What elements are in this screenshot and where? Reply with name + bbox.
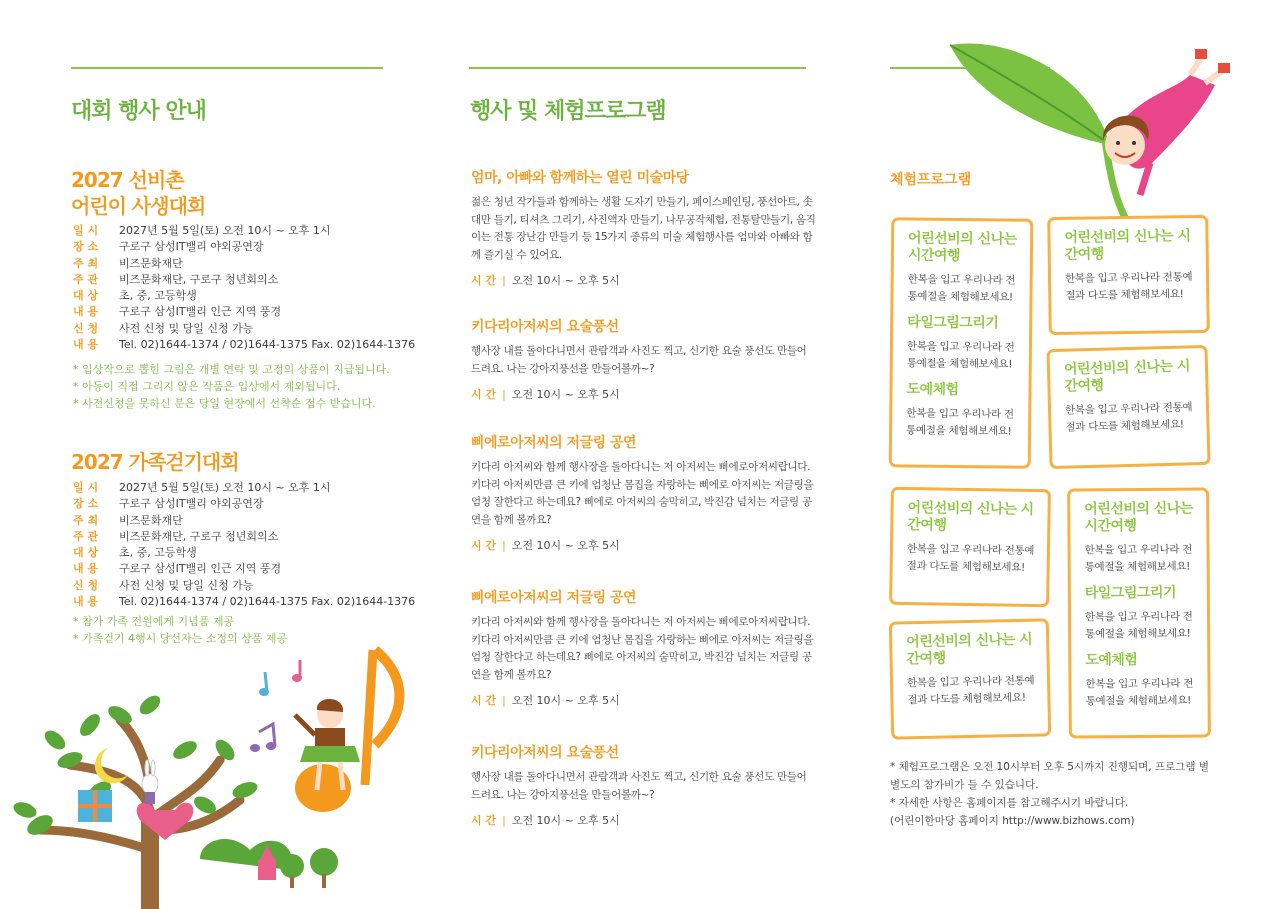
program-title: 삐에로아저씨의 저글링 공연	[471, 435, 637, 451]
program-time	[471, 272, 816, 288]
card-title: 어린선비의 신나는 시간여행	[906, 631, 1033, 668]
info-value: 비즈문화재단	[119, 256, 183, 270]
info-label: 일 시	[73, 481, 99, 494]
info-label: 대 상	[73, 289, 99, 303]
note-line: * 참가 가족 전원에게 기념품 제공	[73, 615, 235, 628]
info-label: 대 상	[73, 546, 99, 560]
card-title: 어린선비의 신나는 시간여행	[907, 500, 1034, 534]
info-label: 주 관	[73, 529, 99, 543]
divider-col2	[469, 67, 806, 69]
info-row	[73, 337, 415, 353]
card-description: 한복을 입고 우리나라 전통예절을 체험해보세요!	[907, 273, 1016, 304]
note-line: * 아동이 직접 그리지 않은 작품은 입상에서 제외됩니다.	[73, 380, 341, 393]
contest1-title-line2: 어린이 사생대회	[71, 194, 206, 218]
program-description: 행사장 내를 돌아다니면서 관람객과 사진도 찍고, 신기한 요술 풍선도 만들어드려요. 나는 강아지풍선을 만들어볼까~?	[471, 345, 807, 375]
program-footnotes	[890, 758, 1209, 830]
time-separator: |	[502, 388, 506, 401]
info-row	[73, 578, 415, 594]
info-row	[73, 529, 415, 545]
card-title: 도예체험	[906, 381, 959, 398]
info-value: 2027년 5월 5일(토) 오전 10시 ~ 오후 1시	[119, 481, 331, 494]
program-card	[889, 487, 1051, 607]
info-label: 내 용	[73, 562, 99, 576]
time-value: 오전 10시 ~ 오후 5시	[511, 274, 620, 287]
program-time	[471, 812, 816, 828]
time-label: 시 간	[471, 814, 497, 827]
info-label: 내 용	[73, 595, 99, 609]
card-title: 어린선비의 신나는 시간여행	[907, 230, 1017, 264]
info-row	[73, 561, 415, 577]
info-value: 비즈문화재단, 구로구 청년회의소	[119, 529, 279, 543]
card-title: 타일그림그리기	[907, 314, 999, 332]
info-value: 초, 중, 고등학생	[119, 289, 197, 303]
info-label: 주 최	[73, 256, 99, 270]
info-value: 구로구 삼성IT밸리 인근 지역 풍경	[119, 305, 282, 319]
note-line: * 가족걷기 4행시 당선자는 소정의 상품 제공	[73, 632, 288, 645]
program-card	[1047, 215, 1210, 335]
info-row	[73, 480, 415, 496]
time-label: 시 간	[471, 539, 497, 552]
info-value: 비즈문화재단, 구로구 청년회의소	[119, 272, 279, 286]
time-value: 오전 10시 ~ 오후 5시	[511, 388, 620, 401]
program-card	[889, 217, 1034, 468]
time-separator: |	[502, 539, 506, 552]
music-note-girl-illustration	[245, 640, 415, 825]
footnote-line: 별도의 참가비가 들 수 있습니다.	[890, 779, 1039, 791]
event-guide-heading: 대회 행사 안내	[71, 99, 206, 124]
info-label: 주 최	[73, 513, 99, 527]
program-description: 키다리 아저씨와 함께 행사장을 돌아다니는 저 아저씨는 삐에로아저씨랍니다. 키다리 아저씨만큼 큰 키에 엄청난 몸집을 자랑하는 삐에로 아저씨는 저글링을 엄청 잘한다고 하는데요? 삐에로 아저씨의 숨막히고, 박진감 넘치는 저글링 공연을 함께 볼까요?	[471, 461, 814, 526]
info-row	[73, 513, 415, 529]
info-row	[73, 321, 415, 337]
contest1-title	[71, 167, 205, 219]
program-item	[471, 316, 816, 402]
card-description: 한복을 입고 우리나라 전통예절과 다도를 체험해보세요!	[1064, 401, 1193, 434]
program-description: 행사장 내를 돌아다니면서 관람객과 사진도 찍고, 신기한 요술 풍선도 만들어드려요. 나는 강아지풍선을 만들어볼까~?	[471, 771, 807, 801]
info-row	[73, 288, 415, 304]
program-item	[471, 587, 816, 708]
info-value: 비즈문화재단	[119, 513, 183, 527]
info-row	[73, 545, 415, 561]
info-label: 장 소	[73, 240, 99, 254]
info-label: 신 청	[73, 578, 99, 592]
card-description: 한복을 입고 우리나라 전통예절을 체험해보세요!	[906, 407, 1014, 438]
info-value: Tel. 02)1644-1374 / 02)1644-1375 Fax. 02)1644-1376	[119, 338, 416, 352]
footnote-line: (어린이한마당 홈페이지 http://www.bizhows.com)	[890, 815, 1135, 827]
contest1-info-table	[73, 223, 415, 353]
program-time	[471, 692, 816, 708]
program-title: 삐에로아저씨의 저글링 공연	[471, 590, 637, 606]
info-value: 구로구 삼성IT밸리 인근 지역 풍경	[119, 562, 282, 576]
info-label: 장 소	[73, 497, 99, 511]
info-value: 2027년 5월 5일(토) 오전 10시 ~ 오후 1시	[119, 224, 331, 237]
program-card	[1067, 488, 1211, 739]
info-row	[73, 256, 415, 272]
card-title: 타일그림그리기	[1084, 584, 1177, 602]
info-row	[73, 594, 415, 610]
card-title: 도예체험	[1085, 652, 1138, 669]
program-item	[471, 742, 816, 828]
card-description: 한복을 입고 우리나라 전통예절을 체험해보세요!	[1084, 543, 1193, 573]
time-value: 오전 10시 ~ 오후 5시	[511, 814, 620, 827]
info-row	[73, 223, 415, 239]
program-card	[1046, 345, 1210, 469]
program-description: 젊은 청년 작가들과 함께하는 생활 도자기 만들기, 페이스페인팅, 풍선아트, 솟대만 들기, 티셔츠 그리기, 사진액자 만들기, 나무공작체험, 전통탈만들기, 움직이는 전통 장난감 만들기 등 15가지 종류의 미술 체험행사를 엄마와 아빠와 함께 즐기실 수 있어요.	[471, 196, 816, 261]
card-title: 어린선비의 신나는 시간여행	[1064, 228, 1191, 263]
program-item	[471, 167, 816, 288]
info-value: 사전 신청 및 당일 신청 가능	[119, 321, 254, 335]
program-item	[471, 432, 816, 553]
contest1-notes	[73, 361, 390, 412]
card-description: 한복을 입고 우리나라 전통예절과 다도를 체험해보세요!	[906, 674, 1035, 706]
info-value: 사전 신청 및 당일 신청 가능	[119, 578, 254, 592]
program-description: 키다리 아저씨와 함께 행사장을 돌아다니는 저 아저씨는 삐에로아저씨랍니다. 키다리 아저씨만큼 큰 키에 엄청난 몸집을 자랑하는 삐에로 아저씨는 저글링을 엄청 잘한다고 하는데요? 삐에로 아저씨의 숨막히고, 박진감 넘치는 저글링 공연을 함께 볼까요?	[471, 616, 814, 681]
contest2-info-table	[73, 480, 415, 610]
footnote-line: * 체험프로그램은 오전 10시부터 오후 5시까지 진행되며, 프로그램 별	[890, 761, 1210, 773]
time-label: 시 간	[471, 388, 497, 401]
time-value: 오전 10시 ~ 오후 5시	[511, 539, 620, 552]
program-title: 엄마, 아빠와 함께하는 열린 미술마당	[471, 170, 689, 186]
info-row	[73, 239, 415, 255]
info-value: Tel. 02)1644-1374 / 02)1644-1375 Fax. 02)1644-1376	[119, 595, 416, 609]
note-line: * 입상작으로 뽑힌 그림은 개별 연락 및 고정의 상품이 지급됩니다.	[73, 363, 390, 376]
card-description: 한복을 입고 우리나라 전통예절을 체험해보세요!	[1084, 610, 1193, 640]
card-description: 한복을 입고 우리나라 전통예절과 다도를 체험해보세요!	[1064, 271, 1193, 302]
footnote-line: * 자세한 사항은 홈페이지를 참고해주시기 바랍니다.	[890, 797, 1129, 809]
time-value: 오전 10시 ~ 오후 5시	[511, 694, 620, 707]
contest2-title: 2027 가족걷기대회	[71, 450, 239, 474]
card-description: 한복을 입고 우리나라 전통예절을 체험해보세요!	[1085, 677, 1194, 707]
leaf-girl-illustration	[940, 35, 1240, 245]
info-row	[73, 496, 415, 512]
info-label: 일 시	[73, 224, 99, 237]
info-value: 구로구 삼성IT밸리 야외공연장	[119, 240, 264, 254]
info-label: 신 청	[73, 321, 99, 335]
info-value: 구로구 삼성IT밸리 야외공연장	[119, 497, 264, 511]
program-title: 키다리아저씨의 요술풍선	[471, 319, 619, 335]
time-label: 시 간	[471, 274, 497, 287]
program-time	[471, 537, 816, 553]
program-card	[889, 618, 1051, 739]
divider-col1	[71, 67, 383, 69]
info-label: 내 용	[73, 338, 99, 352]
contest1-title-line1: 2027 선비촌	[71, 168, 184, 192]
experience-program-subheading: 체험프로그램	[890, 172, 972, 188]
card-title: 어린선비의 신나는 시간여행	[1084, 500, 1193, 535]
time-separator: |	[502, 814, 506, 827]
info-value: 초, 중, 고등학생	[119, 546, 197, 560]
info-row	[73, 304, 415, 320]
info-label: 주 관	[73, 272, 99, 286]
card-description: 한복을 입고 우리나라 전통예절을 체험해보세요!	[906, 340, 1015, 371]
info-row	[73, 272, 415, 288]
info-label: 내 용	[73, 305, 99, 319]
programs-heading: 행사 및 체험프로그램	[470, 99, 666, 124]
program-title: 키다리아저씨의 요술풍선	[471, 745, 619, 761]
card-description: 한복을 입고 우리나라 전통예절과 다도를 체험해보세요!	[906, 543, 1035, 574]
time-label: 시 간	[471, 694, 497, 707]
time-separator: |	[502, 274, 506, 287]
note-line: * 사전신청을 못하신 분은 당일 현장에서 선착순 접수 받습니다.	[73, 397, 376, 410]
time-separator: |	[502, 694, 506, 707]
program-time	[471, 386, 816, 402]
card-title: 어린선비의 신나는 시간여행	[1063, 358, 1191, 395]
